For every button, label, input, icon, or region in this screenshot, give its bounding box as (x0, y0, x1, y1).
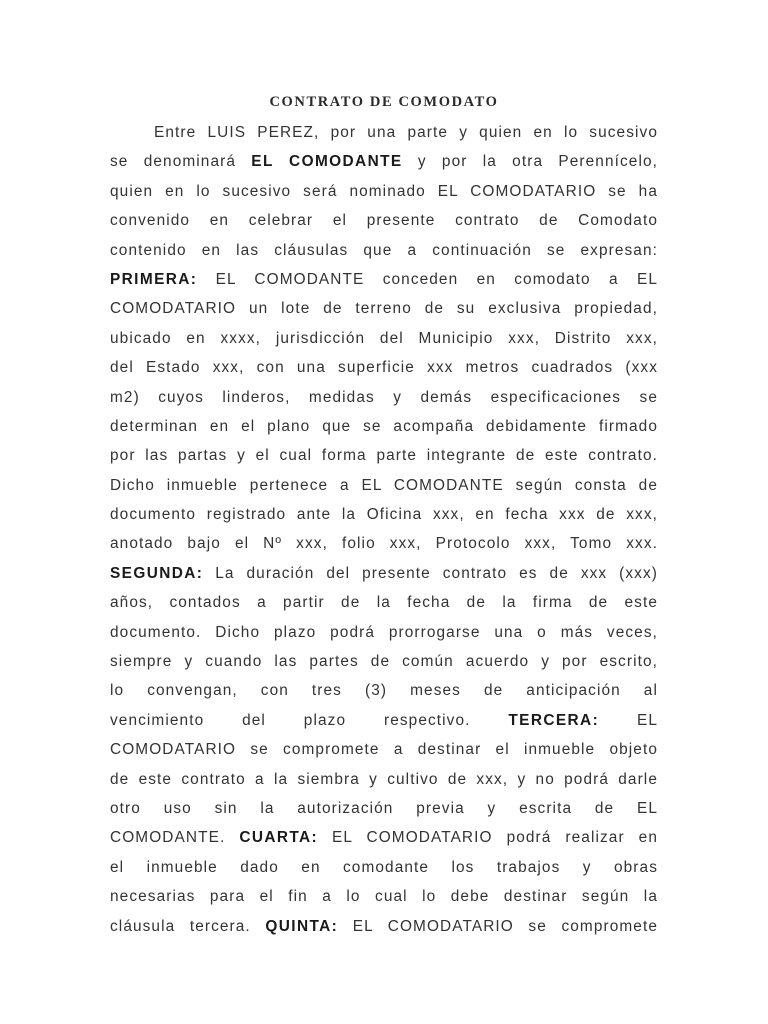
text-line (110, 441, 658, 470)
text-segment: por las partas y el cual forma parte integrante de este contrato. (110, 447, 658, 465)
text-line (110, 529, 658, 558)
text-line (110, 823, 658, 852)
text-segment: quien en lo sucesivo será nominado EL COMODATARIO se ha (110, 182, 658, 200)
text-segment: EL COMODATARIO se compromete (338, 917, 658, 935)
text-line (110, 794, 658, 823)
text-segment: lo convengan, con tres (3) meses de anticipación al (110, 682, 658, 700)
text-segment: necesarias para el fin a lo cual lo debe destinar según la (110, 888, 658, 906)
text-line (110, 853, 658, 882)
text-segment: del Estado xxx, con una superficie xxx metros cuadrados (xxx (110, 359, 658, 377)
text-line (110, 412, 658, 441)
text-line (110, 735, 658, 764)
text-segment: documento. Dicho plazo podrá prorrogarse una o más veces, (110, 623, 658, 641)
text-line (110, 882, 658, 911)
text-line (110, 500, 658, 529)
text-segment: m2) cuyos linderos, medidas y demás especificaciones se (110, 388, 658, 406)
clause-heading: CUARTA: (239, 829, 319, 847)
text-segment: de este contrato a la siembra y cultivo de xxx, y no podrá darle (110, 770, 658, 788)
text-segment: años, contados a partir de la fecha de la firma de este (110, 594, 658, 612)
text-line (110, 676, 658, 705)
document-title: CONTRATO DE COMODATO (269, 94, 499, 110)
text-segment: contenido en las cláusulas que a continuación se expresan: (110, 241, 658, 259)
text-line (110, 206, 658, 235)
text-segment: siempre y cuando las partes de común acuerdo y por escrito, (110, 653, 658, 671)
clause-heading: TERCERA: (508, 711, 600, 729)
clause-heading: QUINTA: (265, 917, 339, 935)
text-line (110, 265, 658, 294)
text-line (110, 706, 658, 735)
text-line (110, 353, 658, 382)
text-line (110, 236, 658, 265)
text-segment: documento registrado ante la Oficina xxx, en fecha xxx de xxx, (110, 506, 658, 524)
text-line (110, 294, 658, 323)
text-segment: se denominará (110, 153, 252, 171)
text-segment: COMODANTE. (110, 829, 240, 847)
text-line (110, 618, 658, 647)
text-segment: EL COMODATARIO podrá realizar en (318, 829, 658, 847)
text-segment: EL (599, 711, 658, 729)
text-segment: otro uso sin la autorización previa y escrita de EL (110, 799, 658, 817)
text-segment: vencimiento del plazo respectivo. (110, 711, 509, 729)
text-segment: convenido en celebrar el presente contrato de Comodato (110, 212, 658, 230)
text-line (110, 647, 658, 676)
text-line (110, 765, 658, 794)
text-line (110, 383, 658, 412)
text-segment: EL COMODANTE conceden en comodato a EL (197, 270, 658, 288)
text-segment: Dicho inmueble pertenece a EL COMODANTE según consta de (110, 476, 658, 494)
text-segment: cláusula tercera. (110, 917, 266, 935)
text-segment: y por la otra Perennícelo, (402, 153, 658, 171)
contract-body (110, 118, 658, 941)
text-segment: el inmueble dado en comodante los trabajos y obras (110, 858, 658, 876)
text-line (110, 471, 658, 500)
text-line (110, 177, 658, 206)
text-line (110, 588, 658, 617)
text-line (110, 324, 658, 353)
text-segment: COMODATARIO se compromete a destinar el inmueble objeto (110, 741, 658, 759)
text-segment: La duración del presente contrato es de xxx (xxx) (203, 564, 658, 582)
text-segment: COMODATARIO un lote de terreno de su exclusiva propiedad, (110, 300, 658, 318)
text-segment: determinan en el plano que se acompaña debidamente firmado (110, 417, 658, 435)
clause-heading: SEGUNDA: (110, 564, 204, 582)
text-segment: anotado bajo el Nº xxx, folio xxx, Protocolo xxx, Tomo xxx. (110, 535, 658, 553)
text-line (110, 559, 658, 588)
text-line (110, 147, 658, 176)
text-line (110, 912, 658, 941)
text-line (110, 118, 658, 147)
clause-heading: PRIMERA: (110, 270, 198, 288)
clause-heading: EL COMODANTE (251, 153, 403, 171)
text-segment: Entre LUIS PEREZ, por una parte y quien en lo sucesivo (154, 124, 658, 141)
text-segment: ubicado en xxxx, jurisdicción del Municipio xxx, Distrito xxx, (110, 329, 658, 347)
